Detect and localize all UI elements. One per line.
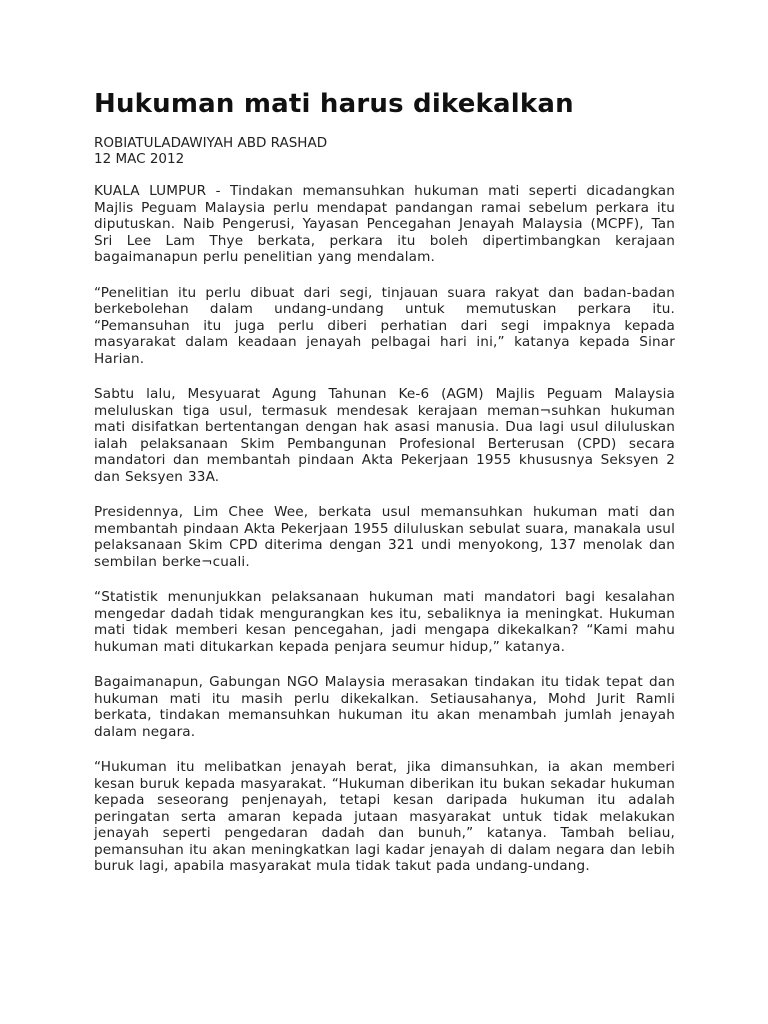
- article-paragraph: Bagaimanapun, Gabungan NGO Malaysia merasakan tindakan itu tidak tepat dan hukuman mati itu masih perlu dikekalkan. Setiausahanya, Mohd Jurit Ramli berkata, tindakan memansuhkan hukuman itu akan menambah jumlah jenayah dalam negara.: [94, 674, 675, 740]
- article-headline: Hukuman mati harus dikekalkan: [94, 89, 574, 119]
- news-article: [94, 88, 675, 894]
- article-paragraph: “Statistik menunjukkan pelaksanaan hukuman mati mandatori bagi kesalahan mengedar dadah tidak mengurangkan kes itu, sebaliknya ia meningkat. Hukuman mati tidak memberi kesan pencegahan, jadi mengapa dikekalkan? “Kami mahu hukuman mati ditukarkan kepada penjara seumur hidup,” katanya.: [94, 589, 675, 655]
- article-body: [94, 183, 675, 875]
- article-author: ROBIATULADAWIYAH ABD RASHAD: [94, 135, 328, 151]
- article-date: 12 MAC 2012: [94, 151, 185, 167]
- article-paragraph: Presidennya, Lim Chee Wee, berkata usul memansuhkan hukuman mati dan membantah pindaan Akta Pekerjaan 1955 diluluskan sebulat suara, manakala usul pelaksanaan Skim CPD diterima dengan 321 undi menyokong, 137 menolak dan sembilan berke¬cuali.: [94, 504, 675, 570]
- article-paragraph: “Hukuman itu melibatkan jenayah berat, jika dimansuhkan, ia akan memberi kesan buruk kepada masyarakat. “Hukuman diberikan itu bukan sekadar hukuman kepada seseorang penjenayah, tetapi kesan daripada hukuman itu adalah peringatan serta amaran kepada jutaan masyarakat untuk tidak melakukan jenayah seperti pengedaran dadah dan bunuh,” katanya. Tambah beliau, pemansuhan itu akan meningkatkan lagi kadar jenayah di dalam negara dan lebih buruk lagi, apabila masyarakat mula tidak takut pada undang-undang.: [94, 759, 675, 874]
- article-paragraph: KUALA LUMPUR - Tindakan memansuhkan hukuman mati seperti dicadangkan Majlis Peguam Malaysia perlu mendapat pandangan ramai sebelum perkara itu diputuskan. Naib Pengerusi, Yayasan Pencegahan Jenayah Malaysia (MCPF), Tan Sri Lee Lam Thye berkata, perkara itu boleh dipertimbangkan kerajaan bagaimanapun perlu penelitian yang mendalam.: [94, 183, 675, 265]
- article-byline: [94, 135, 675, 167]
- article-paragraph: Sabtu lalu, Mesyuarat Agung Tahunan Ke-6 (AGM) Majlis Peguam Malaysia meluluskan tiga usul, termasuk mendesak kerajaan meman¬suhkan hukuman mati disifatkan bertentangan dengan hak asasi manusia. Dua lagi usul diluluskan ialah pelaksanaan Skim Pembangunan Profesional Berterusan (CPD) secara mandatori dan membantah pindaan Akta Pekerjaan 1955 khususnya Seksyen 2 dan Seksyen 33A.: [94, 386, 675, 485]
- article-paragraph: “Penelitian itu perlu dibuat dari segi, tinjauan suara rakyat dan badan-badan berkebolehan dalam undang-undang untuk memutuskan perkara itu. “Pemansuhan itu juga perlu diberi perhatian dari segi impaknya kepada masyarakat dalam keadaan jenayah pelbagai hari ini,” katanya kepada Sinar Harian.: [94, 284, 675, 367]
